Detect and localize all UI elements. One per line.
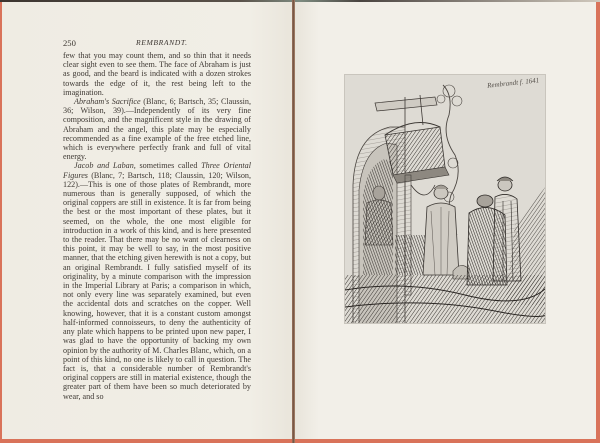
- paragraph-1: few that you may count them, and so thin that it needs clear sight even to see them. The face of Abraham is just as good, and the beard is indicated with a dozen strokes towards the edge of it, the rest being left to the imagination.: [63, 51, 251, 97]
- plate-inscription: Rembrandt f. 1641: [486, 76, 540, 90]
- paragraph-3: Jacob and Laban, sometimes called Three Oriental Figures (Blanc, 7; Bartsch, 118; Claussin, 120; Wilson, 122).—This is one of those plates of Rembrandt, more numerous than is generally supposed, of which the original coppers are still in existence. It is far from being the best or the most important of these plates, but it seemed, on the whole, the one most eligible for introduction in a work of this kind, and is here presented to the reader. That there may be no want of clearness on this point, it may be well to say, in the most positive manner, that the etching given herewith is not a copy, but an original Rembrandt. I fully satisfied myself of its originality, by a minute comparison with the impression in the Imperial Library at Paris; a comparison in which, not only every line was separately examined, but even the accidental dots and scratches on the copper. Well knowing, however, that it is a constant custom amongst half-informed connoisseurs, to deny the authenticity of any plate which happens to be printed upon new paper, I was glad to have the opportunity of backing my own opinion by the authority of M. Charles Blanc, which, on a point of this kind, no one is likely to call in question. The fact is, that a considerable number of Rembrandt's original coppers are still in material existence, though the greater part of them have been so much deteriorated by wear, and so: [63, 161, 252, 401]
- paragraph-2: Abraham's Sacrifice (Blanc, 6; Bartsch, 35; Claussin, 36; Wilson, 39).—Independently of its very fine composition, and the magnificent style in the drawing of Abraham and the angel, this plate may be especially recommended as a fine example of the free etched line, which is everywhere perfectly frank and full of vital energy.: [63, 97, 251, 162]
- running-head: REMBRANDT.: [136, 38, 188, 47]
- etching-plate: [344, 74, 546, 324]
- plate-alt-title: Three Oriental Figures: [63, 161, 252, 180]
- plate-title-abrahams-sacrifice: Abraham's Sacrifice: [74, 97, 141, 107]
- plate-title-jacob-and-laban: Jacob and Laban,: [74, 161, 136, 171]
- etching-illustration: [345, 75, 546, 324]
- body-text: [63, 51, 251, 401]
- page-header: [63, 38, 250, 50]
- page-number: 250: [63, 38, 76, 48]
